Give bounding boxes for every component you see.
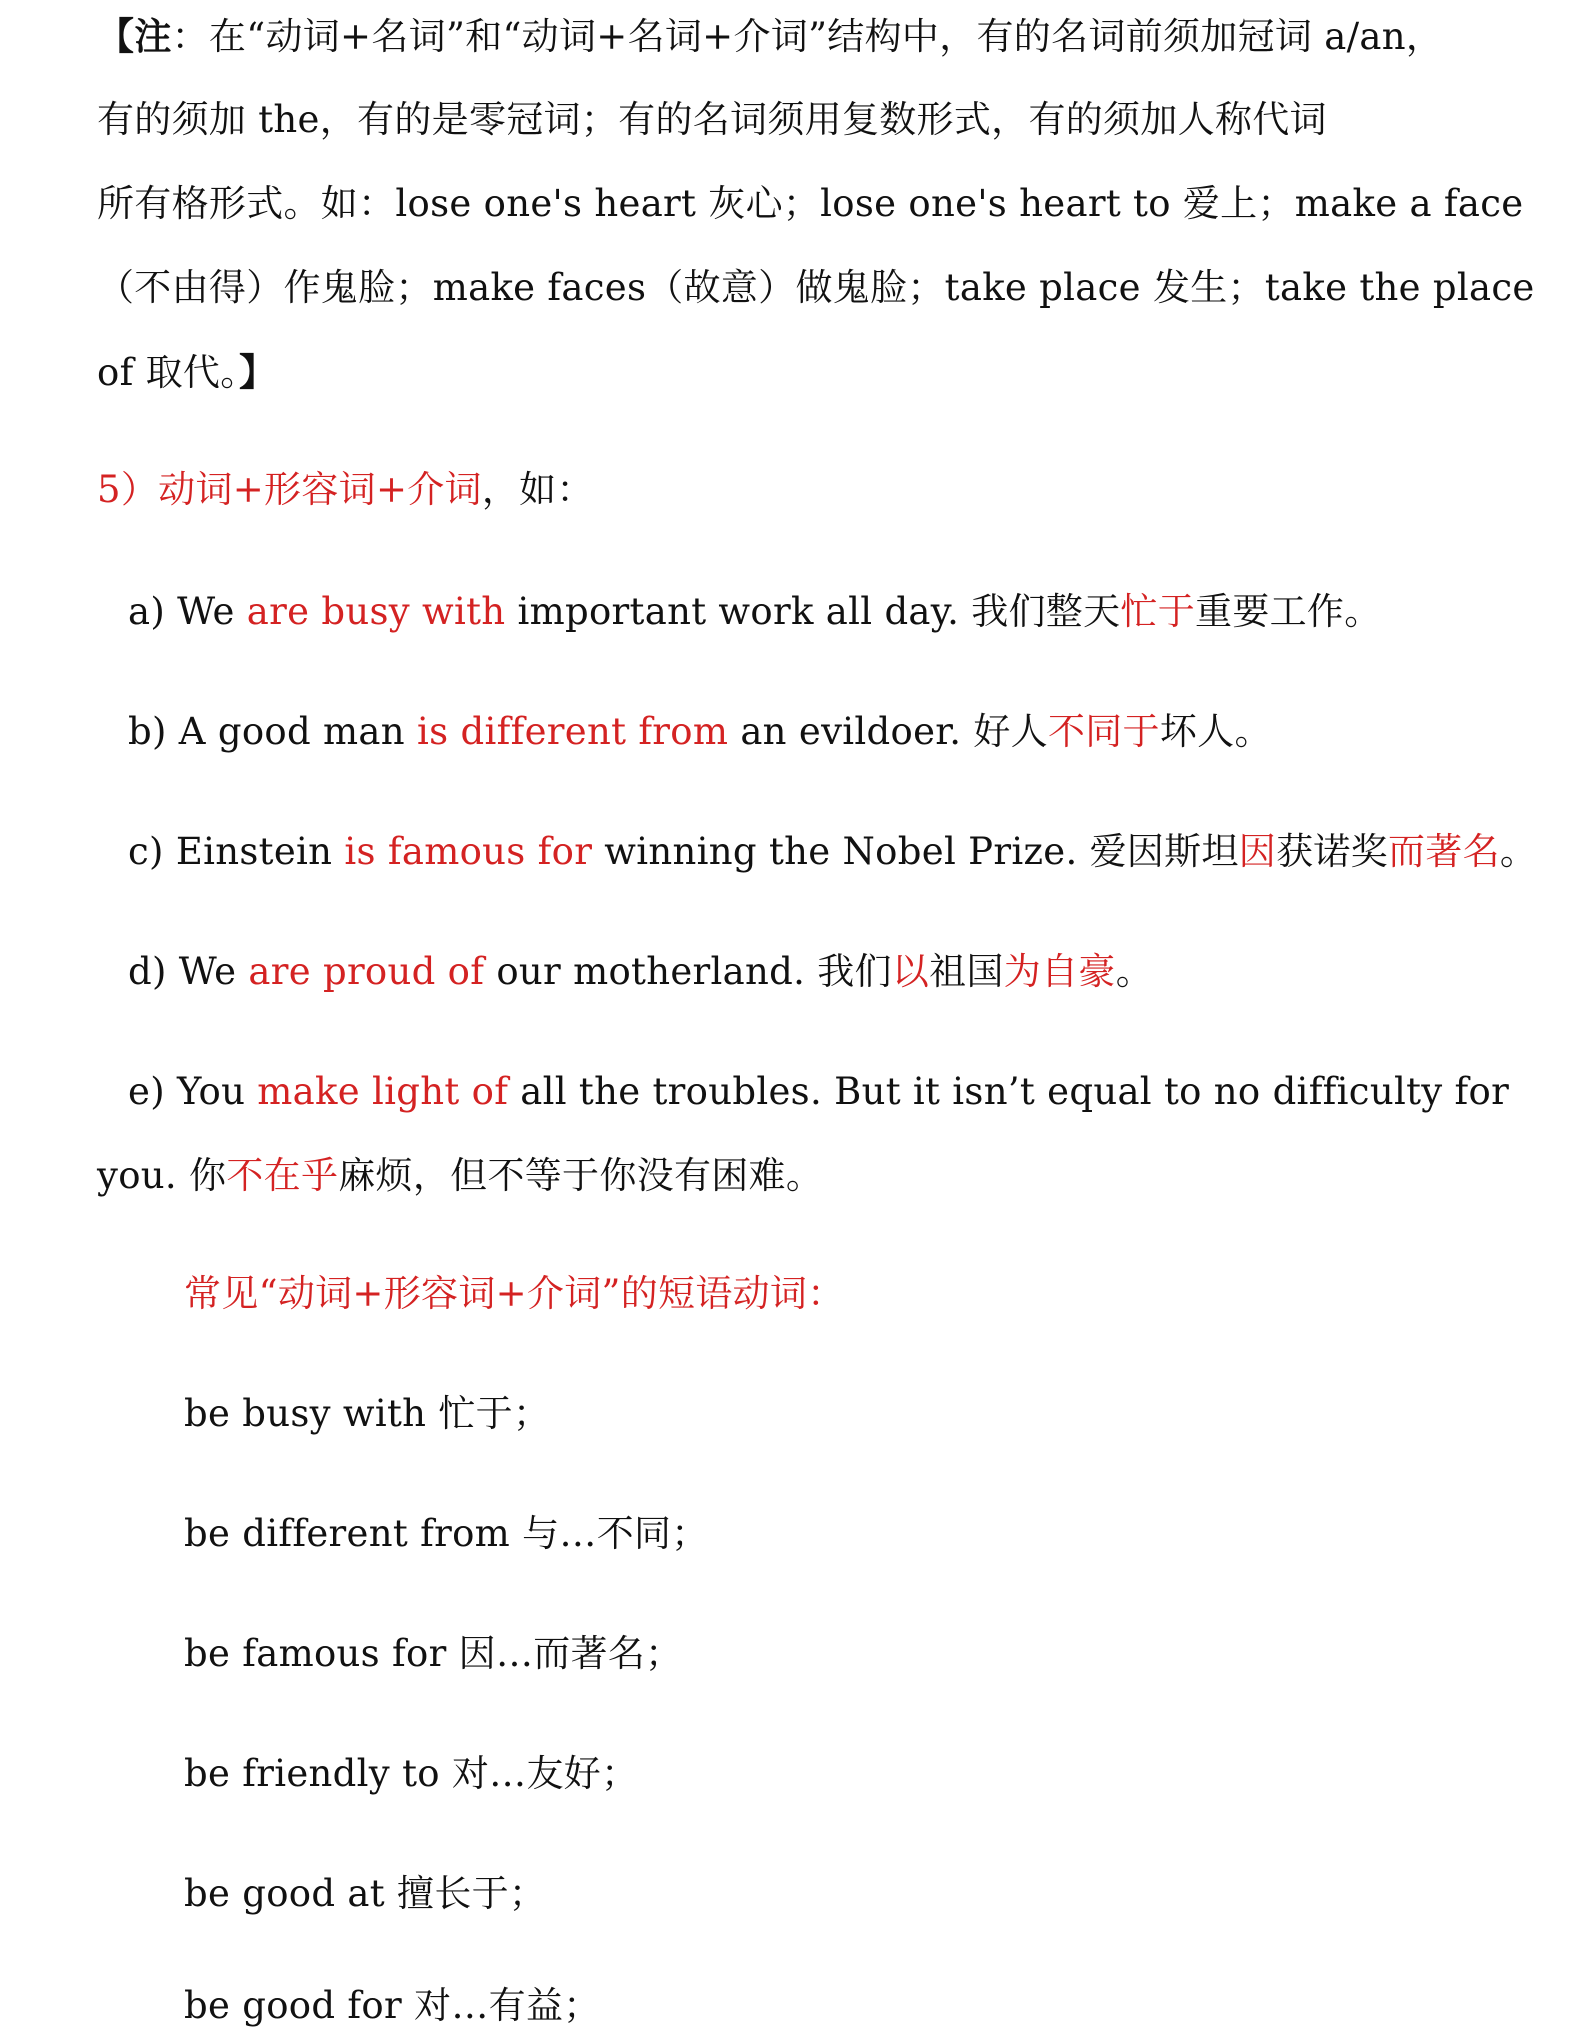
note-open-bracket: 【 <box>97 14 135 58</box>
example-c-middle-2: 获诺奖 <box>1276 830 1388 873</box>
example-e-suffix: all the troubles. But it isn’t equal to no difficulty for <box>508 1070 1510 1113</box>
common-list-item: be busy with 忙于； <box>184 1392 551 1435</box>
example-a-cn-phrase: 忙于 <box>1120 590 1196 633</box>
example-d-cn-phrase-1: 以 <box>891 950 930 993</box>
common-list-item: be different from 与…不同； <box>184 1512 709 1555</box>
example-b-suffix: 坏人。 <box>1159 710 1272 753</box>
example-d-prefix: d) We <box>128 950 249 993</box>
example-c-suffix: 。 <box>1499 830 1538 873</box>
example-d-middle-2: 祖国 <box>929 950 1004 993</box>
common-list-item: be good at 擅长于； <box>184 1872 547 1915</box>
example-e-prefix: e) You <box>128 1070 258 1113</box>
common-list-item: be friendly to 对…友好； <box>184 1752 639 1795</box>
note-line-4: （不由得）作鬼脸；make faces（故意）做鬼脸；take place 发生；take the place <box>97 266 1535 309</box>
example-c-middle: winning the Nobel Prize. 爱因斯坦 <box>592 830 1239 873</box>
example-b-prefix: b) A good man <box>128 710 417 753</box>
note-label: 注 <box>134 14 172 58</box>
example-e-line-2-phrase: 不在乎 <box>226 1154 339 1197</box>
example-c-cn-phrase-1: 因 <box>1238 830 1277 873</box>
section-heading <box>97 466 594 514</box>
example-a-phrase: are busy with <box>246 590 506 633</box>
section-heading-suffix: ，如： <box>481 468 594 511</box>
example-a-prefix: a) We <box>128 590 247 633</box>
example-e-line-2-suffix: 麻烦，但不等于你没有困难。 <box>338 1154 824 1197</box>
note-line-3: 所有格形式。如：lose one's heart 灰心；lose one's heart to 爱上；make a face <box>97 182 1524 225</box>
note-close-bracket: 】 <box>239 350 277 394</box>
note-line-1-text: ：在“动词+名词”和“动词+名词+介词”结构中，有的名词前须加冠词 a/an， <box>171 15 1444 58</box>
example-b-cn-phrase: 不同于 <box>1047 710 1160 753</box>
example-a <box>128 588 1382 636</box>
note-line-5-text: of 取代。 <box>97 351 240 394</box>
example-d-phrase: are proud of <box>248 950 485 993</box>
example-d-suffix: 。 <box>1115 950 1153 993</box>
section-heading-title: 5）动词+形容词+介词 <box>97 468 482 511</box>
example-a-suffix: 重要工作。 <box>1195 590 1382 633</box>
example-c-prefix: c) Einstein <box>128 830 345 873</box>
common-list-title: 常见“动词+形容词+介词”的短语动词： <box>184 1272 845 1315</box>
common-list-item: be good for 对…有益； <box>184 1984 601 2027</box>
example-d <box>128 948 1153 996</box>
note-line-5 <box>97 348 276 397</box>
example-b-middle: an evildoer. 好人 <box>728 710 1048 753</box>
note-line-2: 有的须加 the，有的是零冠词；有的名词须用复数形式，有的须加人称代词 <box>97 98 1327 141</box>
common-list-item: be famous for 因…而著名； <box>184 1632 683 1675</box>
example-b-phrase: is different from <box>416 710 729 753</box>
example-d-cn-phrase-2: 为自豪 <box>1003 950 1116 993</box>
example-e-line-1 <box>128 1068 1509 1116</box>
example-e-line-2 <box>97 1152 823 1200</box>
example-d-middle: our motherland. 我们 <box>484 950 892 993</box>
note-line-1 <box>97 12 1443 61</box>
example-a-middle: important work all day. 我们整天 <box>505 590 1121 633</box>
example-c-phrase: is famous for <box>344 830 593 873</box>
example-c-cn-phrase-2: 而著名 <box>1387 830 1500 873</box>
example-b <box>128 708 1272 756</box>
example-e-phrase: make light of <box>257 1070 509 1113</box>
example-e-line-2-prefix: you. 你 <box>97 1154 227 1197</box>
example-c <box>128 828 1537 876</box>
